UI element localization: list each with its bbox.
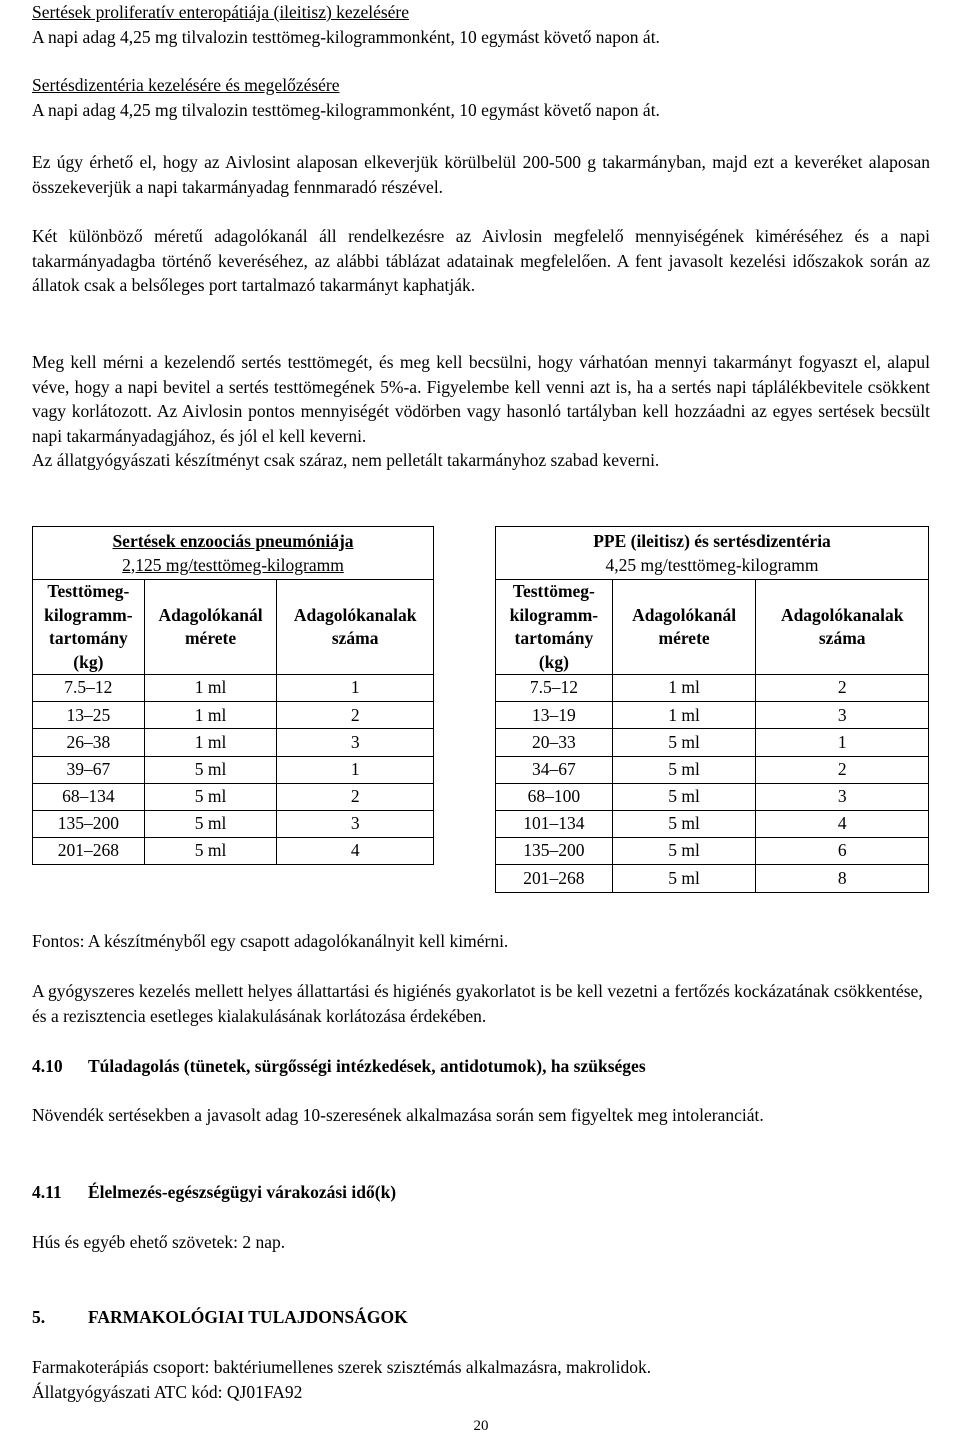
heading-5 — [32, 1305, 408, 1329]
section-ileitis — [32, 0, 930, 49]
cell-weight: 201–268 — [496, 865, 613, 892]
heading-5-number: 5. — [32, 1307, 46, 1327]
table-row — [33, 702, 434, 729]
cell-scoop-count: 2 — [756, 756, 929, 783]
header-line: Adagolókanalak — [780, 604, 904, 625]
table-right-header-row — [496, 580, 929, 675]
dosing-table-left — [32, 526, 434, 865]
cell-scoop-count: 3 — [756, 783, 929, 810]
paragraph-dry-feed-text: Az állatgyógyászati készítményt csak száraz, nem pelletált takarmányhoz szabad keverni. — [32, 450, 660, 471]
cell-scoop-size: 5 ml — [144, 810, 277, 837]
heading-4-11-text: Élelmezés-egészségügyi várakozási idő(k) — [88, 1182, 397, 1202]
cell-scoop-count: 4 — [756, 810, 929, 837]
section-dysentery — [32, 73, 930, 122]
table-row — [496, 756, 929, 783]
table-row — [496, 675, 929, 702]
header-line: kilogramm- — [44, 604, 133, 625]
cell-scoop-size: 5 ml — [612, 865, 756, 892]
cell-weight: 13–25 — [33, 702, 145, 729]
heading-4-11 — [32, 1180, 396, 1204]
table-right-header-weight — [496, 580, 613, 675]
cell-scoop-size: 1 ml — [144, 729, 277, 756]
cell-scoop-size: 5 ml — [612, 756, 756, 783]
section-dysentery-title: Sertésdizentéria kezelésére és megelőzésére — [32, 75, 340, 95]
cell-weight: 68–134 — [33, 783, 145, 810]
cell-scoop-count: 3 — [277, 810, 434, 837]
page-number: 20 — [473, 1418, 489, 1434]
table-row — [496, 729, 929, 756]
table-right-title-cell — [496, 527, 929, 580]
header-line: Adagolókanál — [158, 604, 263, 625]
paragraph-pharmacotherapy-group: Farmakoterápiás csoport: baktériumellenes szerek szisztémás alkalmazásra, makrolidok. — [32, 1357, 652, 1377]
header-line: tartomány — [514, 628, 594, 648]
paragraph-hygiene-text: A gyógyszeres kezelés mellett helyes állattartási és higiénés gyakorlatot is be kell vezetni a fertőzés kockázatának csökkentése, és a rezisztencia esetleges kialakulásának korlátozása érdekében. — [32, 981, 923, 1026]
table-right-header-scoop-count — [756, 580, 929, 675]
paragraph-pharmacology — [32, 1355, 930, 1404]
cell-scoop-count: 2 — [277, 702, 434, 729]
heading-4-10-number: 4.10 — [32, 1056, 63, 1076]
section-ileitis-dose: A napi adag 4,25 mg tilvalozin testtömeg-kilogrammonként, 10 egymást követő napon át. — [32, 26, 660, 47]
paragraph-weighing-text: Meg kell mérni a kezelendő sertés testtömegét, és meg kell becsülni, hogy várhatóan mennyi takarmányt fogyaszt el, alapul véve, hogy a napi bevitel a sertés testtömegének 5%-a. Figyelembe kell venni azt is, ha a sertés napi táplálékbevitele csökkent vagy korlátozott. Az Aivlosin pontos mennyiségét vödörben vagy hasonló tartályban kell hozzáadni az egyes sertések becsült napi takarmányadagjához, és jól el kell keverni. — [32, 352, 930, 446]
cell-scoop-count: 1 — [277, 756, 434, 783]
header-line: Adagolókanál — [632, 604, 737, 625]
paragraph-withdrawal — [32, 1230, 930, 1255]
table-row — [33, 675, 434, 702]
table-row — [33, 810, 434, 837]
cell-weight: 201–268 — [33, 838, 145, 865]
paragraph-withdrawal-text: Hús és egyéb ehető szövetek: 2 nap. — [32, 1232, 286, 1252]
cell-scoop-count: 3 — [756, 702, 929, 729]
table-row — [496, 702, 929, 729]
section-ileitis-title: Sertések proliferatív enteropátiája (ileitisz) kezelésére — [32, 2, 410, 22]
cell-scoop-size: 1 ml — [144, 675, 277, 702]
table-row — [496, 838, 929, 865]
cell-scoop-count: 6 — [756, 838, 929, 865]
cell-scoop-count: 4 — [277, 838, 434, 865]
cell-scoop-size: 5 ml — [612, 729, 756, 756]
paragraph-overdose-text: Növendék sertésekben a javasolt adag 10-szeresének alkalmazása során sem figyeltek meg intoleranciát. — [32, 1105, 764, 1125]
cell-scoop-count: 2 — [277, 783, 434, 810]
paragraph-mixing — [32, 150, 930, 199]
cell-weight: 135–200 — [496, 838, 613, 865]
cell-scoop-size: 1 ml — [144, 702, 277, 729]
paragraph-atc-code: Állatgyógyászati ATC kód: QJ01FA92 — [32, 1381, 303, 1402]
paragraph-scoops-text: Két különböző méretű adagolókanál áll rendelkezésre az Aivlosin megfelelő mennyiségének kiméréséhez és a napi takarmányadagba történő keveréséhez, az alábbi táblázat adatainak megfelelően. A fent javasolt kezelési időszakok során az állatok csak a belsőleges port tartalmazó takarmányt kaphatják. — [32, 226, 930, 296]
table-left-header-row — [33, 580, 434, 675]
cell-weight: 7.5–12 — [496, 675, 613, 702]
paragraph-hygiene — [32, 979, 930, 1028]
heading-5-text: FARMAKOLÓGIAI TULAJDONSÁGOK — [88, 1307, 408, 1327]
table-left-title-cell — [33, 527, 434, 580]
header-line: mérete — [184, 628, 237, 648]
heading-4-10 — [32, 1054, 646, 1078]
cell-weight: 68–100 — [496, 783, 613, 810]
header-line: száma — [331, 628, 379, 648]
header-line: (kg) — [73, 651, 104, 672]
header-line: Testtömeg- — [47, 581, 130, 601]
cell-scoop-size: 5 ml — [144, 756, 277, 783]
paragraph-weighing — [32, 350, 930, 473]
cell-scoop-size: 5 ml — [612, 783, 756, 810]
table-left-header-weight — [33, 580, 145, 675]
table-left-title: Sertések enzoociás pneumóniája — [112, 531, 354, 551]
cell-weight: 26–38 — [33, 729, 145, 756]
table-row — [33, 783, 434, 810]
paragraph-mixing-text: Ez úgy érhető el, hogy az Aivlosint alaposan elkeverjük körülbelül 200-500 g takarmányban, majd ezt a keveréket alaposan összekeverjük a napi takarmányadag fennmaradó részével. — [32, 152, 930, 197]
table-row — [33, 756, 434, 783]
table-row — [33, 838, 434, 865]
cell-weight: 7.5–12 — [33, 675, 145, 702]
cell-weight: 135–200 — [33, 810, 145, 837]
cell-scoop-size: 5 ml — [144, 838, 277, 865]
table-left-header-scoop-size — [144, 580, 277, 675]
cell-weight: 20–33 — [496, 729, 613, 756]
cell-scoop-size: 5 ml — [144, 783, 277, 810]
table-left-header-scoop-count — [277, 580, 434, 675]
table-left-subtitle: 2,125 mg/testtömeg-kilogramm — [122, 554, 344, 575]
cell-scoop-size: 1 ml — [612, 675, 756, 702]
paragraph-scoops — [32, 224, 930, 298]
header-line: tartomány — [49, 628, 128, 648]
header-line: mérete — [658, 628, 710, 648]
cell-scoop-count: 3 — [277, 729, 434, 756]
header-line: kilogramm- — [509, 604, 599, 625]
table-row — [496, 783, 929, 810]
table-row — [496, 865, 929, 892]
paragraph-important-text: Fontos: A készítményből egy csapott adagolókanálnyit kell kimérni. — [32, 931, 509, 951]
table-right-subtitle: 4,25 mg/testtömeg-kilogramm — [605, 554, 819, 575]
cell-scoop-count: 1 — [756, 729, 929, 756]
heading-4-11-number: 4.11 — [32, 1182, 62, 1202]
cell-weight: 34–67 — [496, 756, 613, 783]
table-right-header-scoop-size — [612, 580, 756, 675]
paragraph-overdose — [32, 1103, 930, 1128]
header-line: Adagolókanalak — [293, 604, 417, 625]
table-right-title: PPE (ileitisz) és sertésdizentéria — [593, 531, 831, 551]
header-line: (kg) — [538, 651, 569, 672]
cell-weight: 39–67 — [33, 756, 145, 783]
cell-scoop-size: 5 ml — [612, 810, 756, 837]
table-row — [33, 729, 434, 756]
paragraph-important — [32, 929, 930, 954]
cell-scoop-size: 5 ml — [612, 838, 756, 865]
dosing-table-right — [495, 526, 929, 893]
section-dysentery-dose: A napi adag 4,25 mg tilvalozin testtömeg-kilogrammonként, 10 egymást követő napon át. — [32, 99, 660, 120]
heading-4-10-text: Túladagolás (tünetek, sürgősségi intézkedések, antidotumok), ha szükséges — [88, 1056, 646, 1076]
table-row — [496, 810, 929, 837]
cell-scoop-count: 8 — [756, 865, 929, 892]
cell-scoop-size: 1 ml — [612, 702, 756, 729]
header-line: Testtömeg- — [512, 581, 595, 601]
cell-weight: 101–134 — [496, 810, 613, 837]
header-line: száma — [818, 628, 866, 648]
cell-scoop-count: 2 — [756, 675, 929, 702]
cell-scoop-count: 1 — [277, 675, 434, 702]
cell-weight: 13–19 — [496, 702, 613, 729]
